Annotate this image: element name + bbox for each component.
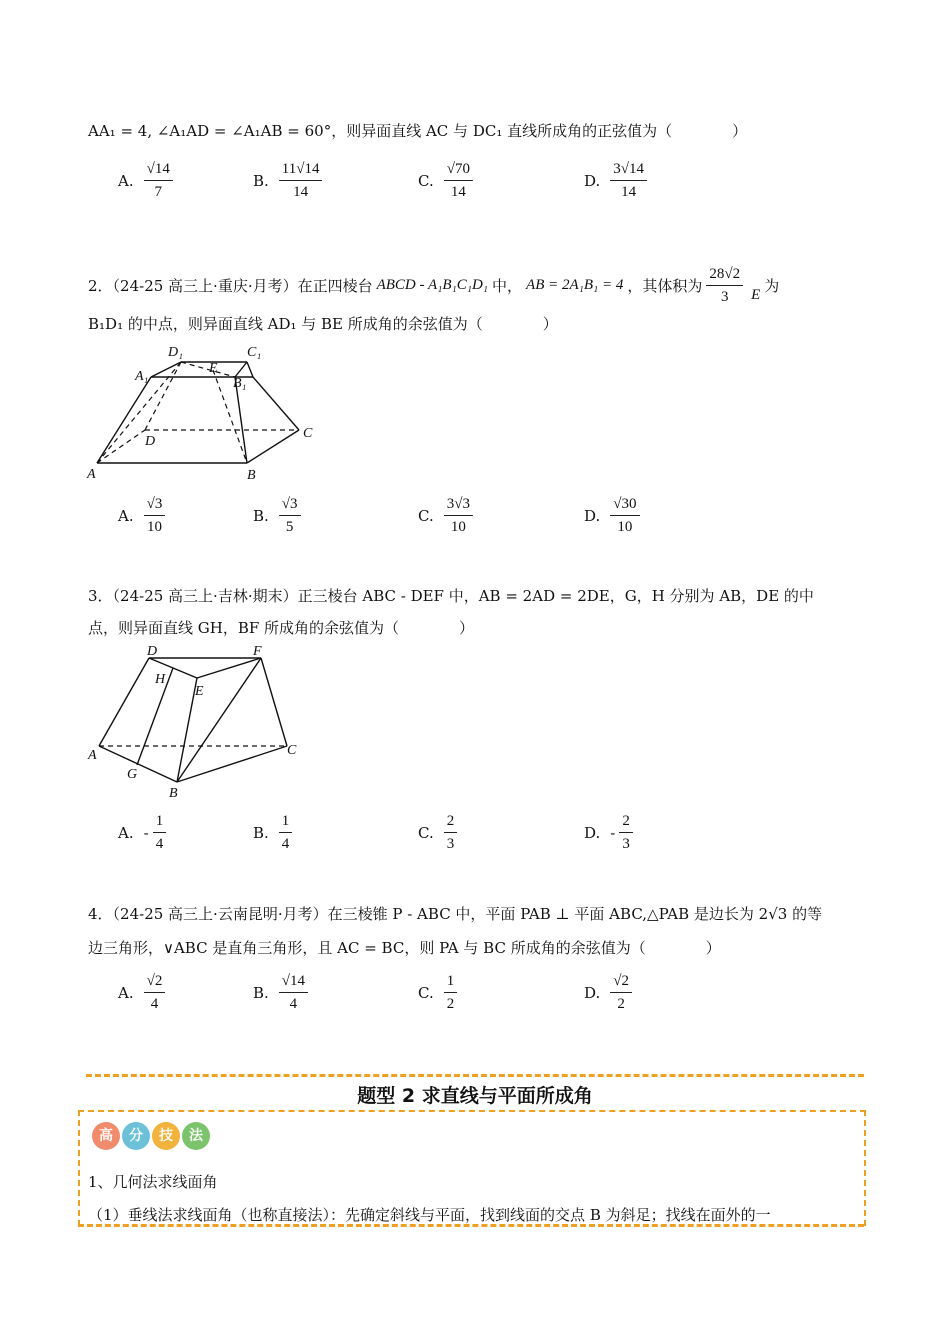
option-label: C. [418, 171, 434, 190]
option-label: B. [253, 171, 269, 190]
option-numerator: 2 [444, 812, 458, 833]
label-b: B [169, 786, 178, 801]
label-e: E [195, 684, 204, 699]
option-numerator: 1 [444, 972, 458, 993]
option-label: B. [253, 983, 269, 1002]
method-text: （1）垂线法求线面角（也称直接法）：先确定斜线与平面，找到线面的交点 B 为斜足；找线在面外的一 [88, 1206, 771, 1224]
option-label: B. [253, 823, 269, 842]
method-heading: 1、几何法求线面角 [88, 1173, 218, 1191]
badge-char: 分 [122, 1122, 150, 1150]
option-sign: - [610, 823, 616, 842]
label-c: C [303, 426, 313, 441]
option-denominator: 10 [146, 519, 162, 535]
q4-option-c[interactable] [418, 972, 457, 1013]
q1-option-a[interactable] [118, 160, 173, 201]
badge-char: 技 [152, 1122, 180, 1150]
q2-stem-part: ，其体积为 [627, 277, 703, 295]
q2-option-b[interactable] [253, 495, 301, 536]
q3-option-d[interactable] [584, 812, 633, 853]
q2-stem-part: 为 [764, 277, 780, 295]
option-label: C. [418, 823, 434, 842]
option-label: D. [584, 171, 601, 190]
q3-option-a[interactable] [118, 812, 166, 853]
option-label: D. [584, 823, 601, 842]
option-denominator: 10 [617, 519, 633, 535]
tips-badge [92, 1122, 212, 1150]
q2-option-c[interactable] [418, 495, 473, 536]
section-top-divider [86, 1074, 864, 1077]
label-a: A [88, 748, 97, 763]
option-numerator: 1 [153, 812, 167, 833]
option-label: A. [118, 823, 134, 842]
q2-volume-fraction [706, 265, 743, 306]
q4-stem-line1: 4．（24-25 高三上·云南昆明·月考）在三棱锥 P - ABC 中，平面 PAB ⊥ 平面 ABC,△PAB 是边长为 2√3 的等 [88, 905, 823, 923]
volume-denominator: 3 [720, 289, 729, 305]
label-f: F [253, 644, 262, 659]
option-denominator: 4 [155, 836, 164, 852]
option-label: C. [418, 506, 434, 525]
option-label: A. [118, 983, 134, 1002]
option-numerator: √3 [279, 495, 301, 516]
label-h: H [155, 672, 166, 687]
q2-frustum-figure [85, 340, 325, 485]
option-denominator: 14 [450, 184, 466, 200]
option-denominator: 14 [621, 184, 637, 200]
option-numerator: √3 [144, 495, 166, 516]
option-denominator: 4 [281, 836, 290, 852]
label-b: B [247, 468, 256, 483]
q1-option-c[interactable] [418, 160, 473, 201]
option-label: A. [118, 171, 134, 190]
q1-stem: AA₁ = 4, ∠A₁AD = ∠A₁AB = 60°，则异面直线 AC 与 DC₁ 直线所成角的正弦值为（ ） [88, 122, 748, 140]
option-numerator: 2 [619, 812, 633, 833]
option-numerator: √2 [610, 972, 632, 993]
option-denominator: 2 [617, 996, 625, 1012]
q4-option-a[interactable] [118, 972, 165, 1013]
q4-stem-line2: 边三角形，∨ABC 是直角三角形，且 AC = BC，则 PA 与 BC 所成角的余弦值为（ ） [88, 939, 721, 957]
option-numerator: 11√14 [279, 160, 323, 181]
q3-frustum-figure [85, 640, 310, 802]
option-denominator: 4 [150, 996, 159, 1012]
option-label: B. [253, 506, 269, 525]
option-numerator: √14 [144, 160, 173, 181]
q2-stem-line2: B₁D₁ 的中点，则异面直线 AD₁ 与 BE 所成角的余弦值为（ ） [88, 315, 558, 333]
q4-option-d[interactable] [584, 972, 632, 1013]
option-denominator: 7 [154, 184, 162, 200]
label-g: G [127, 767, 138, 782]
label-d: D [147, 644, 158, 659]
option-numerator: 3√3 [444, 495, 473, 516]
section-title: 题型 2 求直线与平面所成角 [357, 1085, 593, 1107]
badge-char: 高 [92, 1122, 120, 1150]
q1-option-b[interactable] [253, 160, 322, 201]
option-numerator: 1 [279, 812, 293, 833]
option-numerator: √2 [144, 972, 166, 993]
option-denominator: 4 [289, 996, 298, 1012]
label-d1: D₁ [168, 345, 183, 360]
q2-option-d[interactable] [584, 495, 640, 536]
q2-stem-line1 [88, 265, 779, 306]
q2-frustum-name: ABCD - A₁B₁C₁D₁ [376, 277, 489, 293]
option-label: C. [418, 983, 434, 1002]
q3-stem-line2: 点，则异面直线 GH，BF 所成角的余弦值为（ ） [88, 619, 475, 637]
option-numerator: 3√14 [610, 160, 647, 181]
option-numerator: √30 [610, 495, 639, 516]
option-denominator: 5 [285, 519, 294, 535]
label-a1: A₁ [135, 369, 149, 384]
option-denominator: 14 [293, 184, 309, 200]
q1-option-d[interactable] [584, 160, 647, 201]
label-d: D [145, 434, 156, 449]
q2-stem-part: 中， [492, 277, 523, 295]
label-b1: B₁ [233, 376, 247, 391]
option-denominator: 3 [446, 836, 455, 852]
option-numerator: √70 [444, 160, 473, 181]
volume-numerator: 28√2 [706, 265, 743, 286]
label-a: A [87, 467, 96, 482]
section-bottom-divider [78, 1224, 864, 1227]
q2-stem-part: 2．（24-25 高三上·重庆·月考）在正四棱台 [88, 277, 373, 295]
option-label: D. [584, 983, 601, 1002]
option-label: A. [118, 506, 134, 525]
option-denominator: 2 [446, 996, 455, 1012]
q2-edge-relation: AB = 2A₁B₁ = 4 [526, 277, 624, 293]
q2-option-a[interactable] [118, 495, 165, 536]
option-denominator: 3 [622, 836, 630, 852]
q3-option-b[interactable] [253, 812, 292, 853]
q3-option-c[interactable] [418, 812, 457, 853]
badge-char: 法 [182, 1122, 210, 1150]
option-label: D. [584, 506, 601, 525]
label-e: E [209, 361, 218, 376]
label-c1: C₁ [247, 345, 262, 360]
option-denominator: 10 [450, 519, 466, 535]
option-numerator: √14 [279, 972, 308, 993]
q4-option-b[interactable] [253, 972, 308, 1013]
q2-point-e: E [751, 287, 761, 303]
option-sign: - [143, 823, 149, 842]
q3-stem-line1: 3．（24-25 高三上·吉林·期末）正三棱台 ABC - DEF 中，AB = 2AD = 2DE，G，H 分别为 AB，DE 的中 [88, 587, 814, 605]
label-c: C [287, 743, 297, 758]
